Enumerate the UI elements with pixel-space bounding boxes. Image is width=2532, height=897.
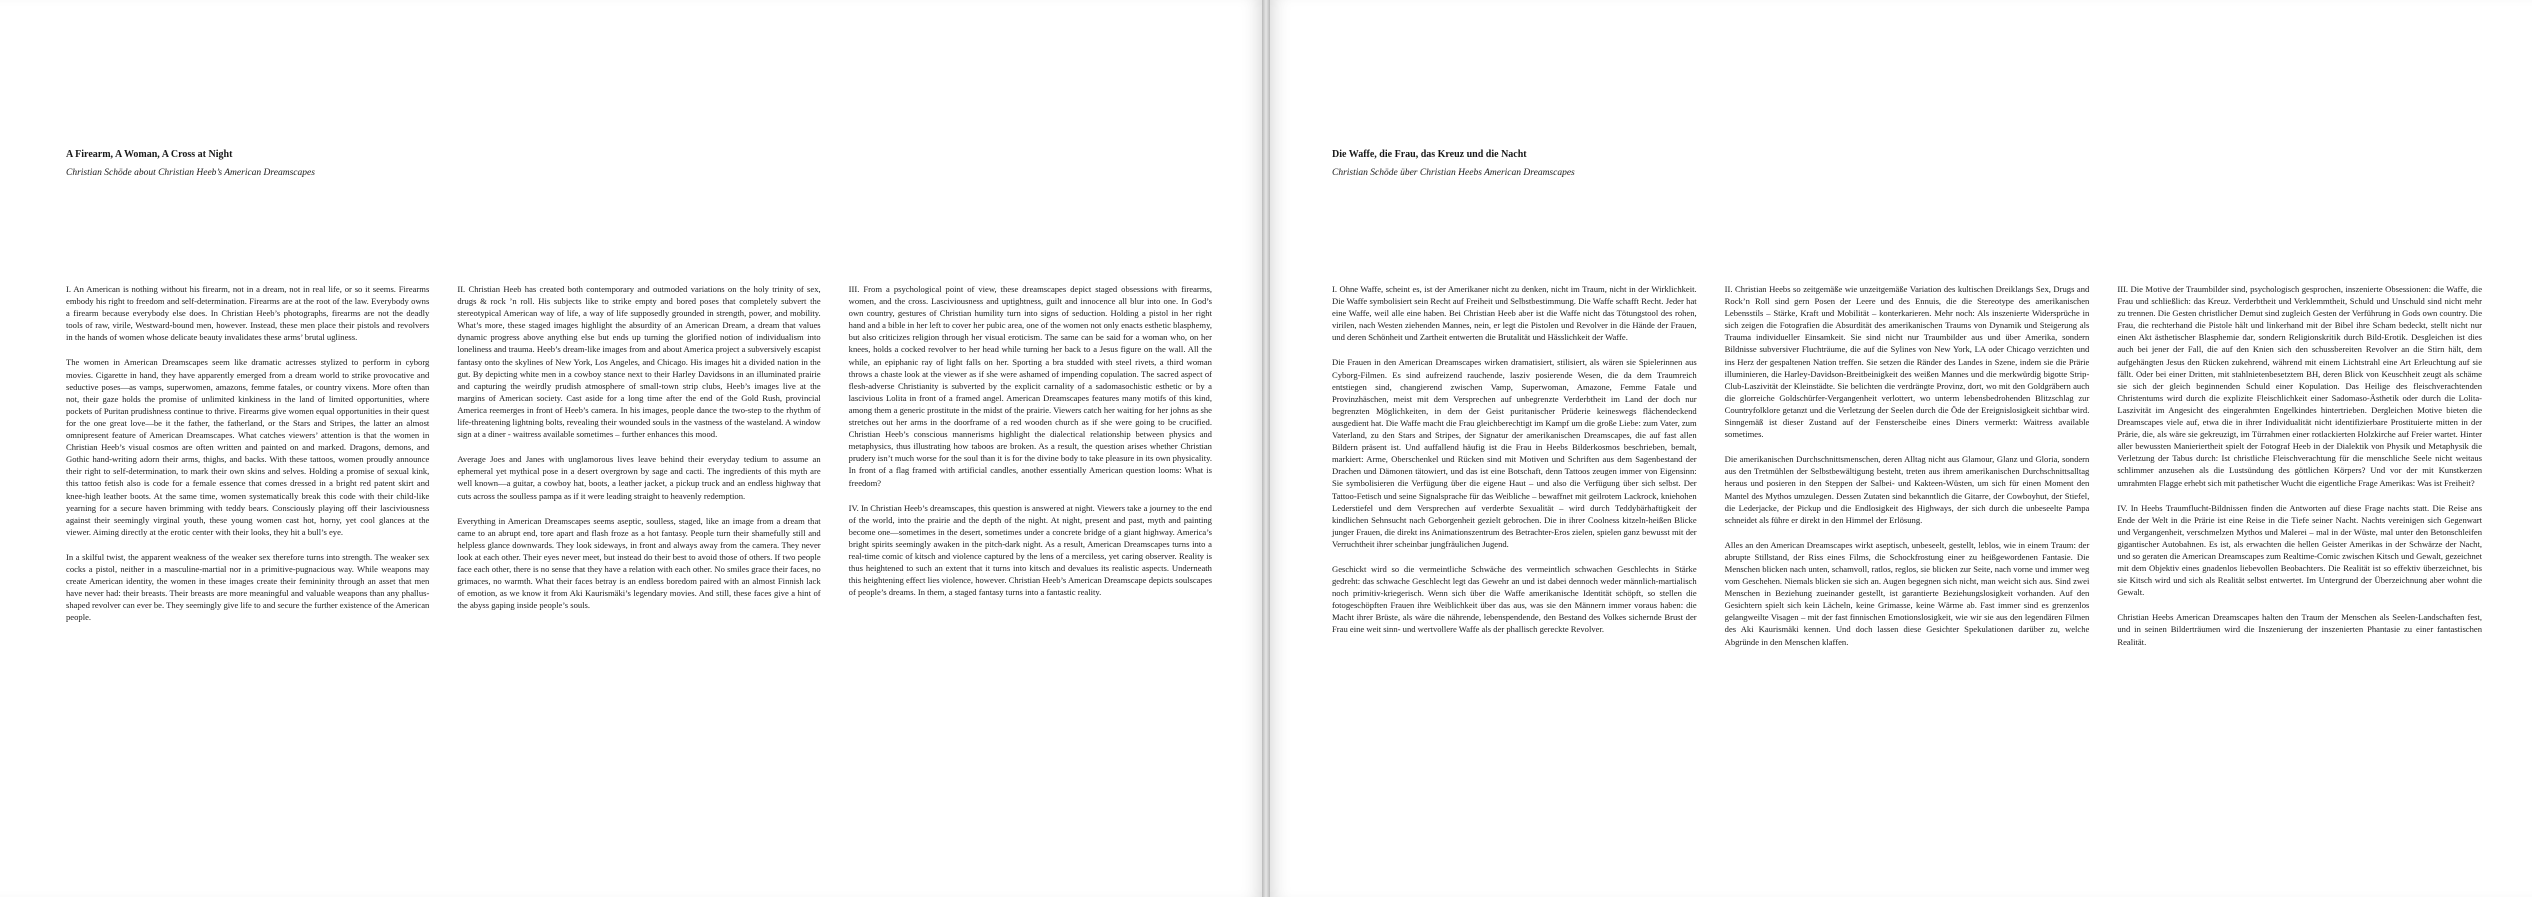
text-column-1 bbox=[1332, 283, 1697, 661]
paragraph: Christian Heebs American Dreamscapes halten den Traum der Menschen als Seelen-Landschaften fest, und in seinen Bilderträumen wird die Inszenierung der inszenierten Phantasie zu einer fantastischen Realität. bbox=[2117, 612, 2483, 647]
text-column-2 bbox=[457, 283, 820, 636]
text-column-3 bbox=[2117, 283, 2482, 661]
paragraph: III. From a psychological point of view, these dreamscapes depict staged obsessions with firearms, women, and the cross. Lasciviousness and uptightness, guilt and innocence all blur into one. In God’s own country, gestures of Christian humility turn into signs of seduction. Holding a pistol in her right hand and a bible in her left to cover her pubic area, one of the women not only enacts esthetic blasphemy, but also criticizes religion through her visual eroticism. The same can be said for a woman who, on her knees, holds a cocked revolver to her head while turning her back to a Jesus figure on the wall. All the while, an epiphanic ray of light falls on her. Sporting a bra studded with steel rivets, a third woman throws a chaste look at the viewer as if she were ashamed of impending copulation. The sacred aspect of flesh-adverse Christianity is subverted by the explicit carnality of a sadomasochistic esthetic or by a lascivious Lolita in front of a framed angel. American Dreamscapes features many motifs of this kind, among them a generic prostitute in the midst of the prairie. Viewers catch her waiting for her johns as she stretches out her arms in the doorframe of a red wooden church as if she were going to be crucified. Christian Heeb’s conscious mannerisms highlight the dialectical relationship between physics and metaphysics, thus illustrating how taboos are broken. As a result, the question arises whether Christian prudery isn’t much worse for the soul than it is for the divine body to take pleasure in its own physicality. In front of a flag framed with artificial candles, another essentially American question looms: What is freedom? bbox=[848, 284, 1212, 488]
page-subtitle: Christian Schöde über Christian Heebs American Dreamscapes bbox=[1332, 168, 1575, 178]
paragraph: Die Frauen in den American Dreamscapes wirken dramatisiert, stilisiert, als wären sie Spielerinnen aus Cyborg-Filmen. Es sind aufreizend rauchende, lasziv posierende Wesen, die da dem Traumreich entstiegen sind, changierend zwischen Vamp, Superwoman, Amazone, Femme Fatale und Provinzhäschen, meist mit dem Versprechen auf unbegrenzte Verderbtheit im Land der doch nur begrenzten Möglichkeiten, in dem der Geist puritanischer Prüderie keineswegs flächendeckend ausgedient hat. Die Waffe macht die Frau gleichberechtigt im Kampf um die große Liebe: zum Vater, zum Vaterland, zu den Stars and Stripes, der Signatur der amerikanischen Dreamscapes, die auf fast allen Bildern präsent ist. Und auffallend häufig ist die Frau in Heebs Bilderkosmos beschrieben, bemalt, markiert: Arme, Oberschenkel und Rücken sind mit Motiven und Schriften aus dem Sagenbestand der Drachen und Dämonen tätowiert, und das ist eine Botschaft, denn Tattoos zeugen immer von Eigensinn: Sie symbolisieren die Verfügung über die eigene Haut – und also die Verfügung über sich selbst. Der Tattoo-Fetisch und seine Signalsprache für das Weibliche – bewaffnet mit geilrotem Lackrock, kniehohen Lederstiefel und dem Versprechen auf verderbte Sexualität – wird durch Teddybärhaftigkeit der kindlichen Sehnsucht nach Geborgenheit gezielt gebrochen. Die in ihrer Coolness kitzeln-heißen Blicke junger Frauen, die direkt ins Animationszentrum des Betrachter-Eros zielen, spielen ganz bewusst mit der Verruchtheit ihrer scheinbar jungfräulichen Jugend. bbox=[1332, 357, 1697, 549]
page-title: A Firearm, A Woman, A Cross at Night bbox=[66, 149, 233, 160]
text-column-2 bbox=[1725, 283, 2090, 661]
paragraph: II. Christian Heeb has created both contemporary and outmoded variations on the holy trinity of sex, drugs & rock ’n roll. His subjects like to strike empty and bored poses that completely subvert the stereotypical American way of life, a way of life supposedly grounded in strength, power, and mobility. What’s more, these staged images highlight the absurdity of an American Dream, a dream that values dynamic progress above anything else but ends up turning the glorified notion of individualism into loneliness and trauma. Heeb’s dream-like images from and about America project a subversively escapist fantasy onto the skylines of New York, Los Angeles, and Chicago. His images hit a divided nation in the gut. By depicting white men in a cowboy stance next to their Harley Davidsons in an illuminated prairie and capturing the weirdly prudish atmosphere of small-town strip clubs, Heeb’s images live at the margins of American society. Cast aside for a long time after the end of the Gold Rush, provincial America reemerges in front of Heeb’s camera. In his images, people dance the two-step to the rhythm of life-threatening lightning bolts, revealing their wounded souls in the vastness of the wasteland. A window sign at a diner - waitress available sometimes – further enhances this mood. bbox=[457, 284, 821, 440]
text-columns bbox=[1332, 283, 2482, 661]
page-subtitle: Christian Schöde about Christian Heeb’s American Dreamscapes bbox=[66, 168, 315, 178]
right-page-german bbox=[1270, 0, 2532, 897]
paragraph: Average Joes and Janes with unglamorous lives leave behind their everyday tedium to assume an ephemeral yet mythical pose in a desert overgrown by sage and cacti. The ingredients of this myth are well known—a guitar, a cowboy hat, boots, a leather jacket, a pickup truck and an endless highway that cuts across the soulless pampa as if it were leading straight to heavenly redemption. bbox=[457, 454, 821, 501]
left-page-english bbox=[0, 0, 1262, 897]
left-page-header bbox=[66, 148, 315, 180]
paragraph: IV. In Heebs Traumflucht-Bildnissen finden die Antworten auf diese Frage nachts statt. Die Reise ans Ende der Welt in die Prärie ist eine Reise in die Tiefe seiner Nacht. Nachts vereinigen sich Gegenwart und Vergangenheit, verschmelzen Mythos und Malerei – mal in der Wüste, mal unter den Betonschleifen gigantischer Autobahnen. Es ist, als erwachten die hellen Geister Amerikas in der Schwärze der Nacht, und so geraten die American Dreamscapes zum Realtime-Comic zwischen Kitsch und Gewalt, gezeichnet mit dem Objektiv eines gnadenlos liebevollen Beobachters. Die Realität ist so effektiv überzeichnet, bis sie Kitsch wird und sich als Realität selbst entwertet. Im Untergrund der Überzeichnung aber wohnt die Gewalt. bbox=[2117, 502, 2483, 598]
page-title: Die Waffe, die Frau, das Kreuz und die Nacht bbox=[1332, 149, 1527, 160]
paragraph: II. Christian Heebs so zeitgemäße wie unzeitgemäße Variation des kultischen Dreiklangs Sex, Drugs and Rock’n Roll sind gern Posen der Leere und des Ennuis, die die Stereotype des amerikanischen Lebensstils – Stärke, Kraft und Mobilität – konterkarieren. Mehr noch: Als inszenierte Widersprüche in sich zeigen die Fotografien die Absurdität des amerikanischen Traums von Dynamik und Steigerung als Trauma individueller Einsamkeit. Sie sind nicht nur Traumbilder aus und über Amerika, sondern Bildnisse subversiver Fluchträume, die auf die Sylines von New York, LA oder Chicago verzichten und ins Herz der gespaltenen Nation treffen. Sie setzen die Ränder des Landes in Szene, indem sie die Prärie illuminieren, die Harley-Davidson-Breitbeinigkeit des weißen Mannes und die merkwürdig bigotte Strip-Club-Laszivität der Kleinstädte. Sie belichten die verdrängte Provinz, dort, wo mit den Goldgräbern auch die glorreiche Goldschürfer-Vergangenheit verlottert, wo unterm lebensbedrohenden Blitzschlag zur Countryfolklore getanzt und die Verletzung der Seelen durch die Öde der Ereignislosigkeit sichtbar wird. Sinngemäß ist dieser Zustand auf der Fensterscheibe eines Diners vermerkt: Waitress available sometimes. bbox=[1724, 284, 2090, 440]
paragraph: IV. In Christian Heeb’s dreamscapes, this question is answered at night. Viewers take a journey to the end of the world, into the prairie and the depth of the night. At night, present and past, myth and painting become one—sometimes in the desert, sometimes under a concrete bridge of a giant highway. America’s bright spirits seemingly awaken in the pitch-dark night. As a result, American Dreamscapes turns into a real-time comic of kitsch and violence captured by the lens of a merciless, yet caring observer. Reality is thus heightened to such an extent that it turns into kitsch and devalues its realistic aspects. Underneath this heightening effect lies violence, however. Christian Heeb’s American Dreamscape depicts soulscapes of people’s dreams. In them, a staged fantasy turns into a fantastic reality. bbox=[848, 502, 1212, 598]
text-column-1 bbox=[66, 283, 429, 636]
paragraph: Everything in American Dreamscapes seems aseptic, soulless, staged, like an image from a dream that came to an abrupt end, tore apart and flash froze as a hot fantasy. People turn their shamefully still and helpless glance downwards. They look sideways, in front and always away from the camera. They never look at each other. Their eyes never meet, but instead do their best to avoid those of others. If two people face each other, there is no sense that they have a relation with each other. No smiles grace their faces, no grimaces, no warmth. What their faces betray is an endless boredom paired with an almost Finnish lack of emotion, as we know it from Aki Kaurismäki’s legendary movies. And still, these faces give a hint of the abyss gaping inside people’s souls. bbox=[457, 515, 821, 611]
right-page-header bbox=[1332, 148, 1575, 180]
paragraph: In a skilful twist, the apparent weakness of the weaker sex therefore turns into strength. The weaker sex cocks a pistol, neither in a masculine-martial nor in a primitive-pugnacious way. While weapons may create American identity, the women in these images create their femininity through an asset that men have never had: their breasts. Their breasts are more meaningful and valuable weapons than any phallus-shaped revolver can ever be. They seemingly give life to and secure the further existence of the American people. bbox=[66, 551, 430, 623]
paragraph: I. An American is nothing without his firearm, not in a dream, not in real life, or so it seems. Firearms embody his right to freedom and self-determination. Firearms are at the root of the law. Everybody owns a firearm because everybody else does. In Christian Heeb’s photographs, firearms are not the deadly tools of raw, virile, Westward-bound men, however. Instead, these men place their pistols and revolvers in the hands of women whose delicate beauty invalidates these arms’ brutal ugliness. bbox=[66, 284, 430, 343]
paragraph: III. Die Motive der Traumbilder sind, psychologisch gesprochen, inszenierte Obsessionen: die Waffe, die Frau und schließlich: das Kreuz. Verderbtheit und Verklemmtheit, Schuld und Unschuld sind nicht mehr zu trennen. Die Gesten christlicher Demut sind zugleich Gesten der Verführung in Gods own country. Die Frau, die rechterhand die Pistole hält und linkerhand mit der Bibel ihre Scham bedeckt, stellt nicht nur einen Akt ästhetischer Blasphemie dar, sondern Religionskritik durch Bild-Erotik. Desgleichen ist dies auch bei jener der Fall, die auf den Knien sich den schussbereiten Revolver an die Stirn hält, dem aufgehängten Jesus den Rücken zukehrend, während mit einem Lichtstrahl eine Art Erleuchtung auf sie fällt. Oder bei einer Dritten, mit stahlnietenbesetztem BH, deren Blick von Keuschheit zeugt als schäme sie sich der gleich beginnenden Schuld einer Kopulation. Das Heilige des fleischverachtenden Christentums wird durch die explizite Fleischlichkeit einer Sadomaso-Ästhetik oder durch die Lolita-Laszivität im Angesicht des eingerahmten Engelkindes hintertrieben. Dergleichen Motive bieten die Dreamscapes viele auf, etwa die in ihrer Individualität nicht identifizierbare Prostituierte mitten in der Prärie, die, als wäre sie gekreuzigt, im Türrahmen einer rotlackierten Holzkirche auf Freier wartet. Hinter aller bewussten Manieriertheit spielt der Fotograf Heeb in der Dialektik von Physik und Metaphysik die Verletzung der Tabus durch: Ist christliche Fleischverachtung für die menschliche Seele nicht weitaus schlimmer anzusehen als die Lustsündung des göttlichen Körpers? Und vor der mit Kunstkerzen umrahmten Flagge erhebt sich mit pathetischer Wucht die eigentliche Frage Amerikas: Was ist Freiheit? bbox=[2117, 284, 2483, 488]
paragraph: Die amerikanischen Durchschnittsmenschen, deren Alltag nicht aus Glamour, Glanz und Gloria, sondern aus den Tretmühlen der Selbstbewältigung besteht, treten aus ihrem amerikanischen Durchschnittsalltag heraus und posieren in den Steppen der Salbei- und Kakteen-Wüsten, um sich für einen Moment den Mantel des Mythos umzulegen. Dessen Zutaten sind bekanntlich die Gitarre, der Cowboyhut, der Stiefel, die Lederjacke, der Pickup und die Endlosigkeit des Highways, der sich durch die unbeseelte Pampa schneidet als führe er direkt in den Himmel der Erlösung. bbox=[1724, 454, 2090, 525]
paragraph: I. Ohne Waffe, scheint es, ist der Amerikaner nicht zu denken, nicht im Traum, nicht in der Wirklichkeit. Die Waffe symbolisiert sein Recht auf Freiheit und Selbstbestimmung. Die Waffe schafft Recht. Jeder hat eine Waffe, weil alle eine haben. Bei Christian Heeb aber ist die Waffe nicht das Tötungstool des rohen, virilen, nach Westen ziehenden Mannes, nein, er legt die Pistolen und Revolver in die Hände der Frauen, und deren Schönheit und Zartheit entwerten die Brutalität und Hässlichkeit der Waffe. bbox=[1332, 284, 1697, 343]
text-columns bbox=[66, 283, 1212, 636]
paragraph: Alles an den American Dreamscapes wirkt aseptisch, unbeseelt, gestellt, leblos, wie in einem Traum: der abrupte Stillstand, der Riss eines Films, die Schockfrostung einer zu heißgewordenen Fantasie. Die Menschen blicken nach unten, schamvoll, ratlos, reglos, sie blicken zur Seite, nach vorne und immer weg vom Geschehen. Niemals blicken sie sich an. Augen begegnen sich nicht, man weicht sich aus. Sind zwei Menschen in Beziehung zueinander gestellt, ist garantierte Beziehungslosigkeit vorhanden. Auf den Gesichtern spielt sich kein Lächeln, keine Grimasse, keine Wärme ab. Fast immer sind es grenzenlos gelangweilte Visagen – mit der fast finnischen Emotionslosigkeit, wie wir sie aus den legendären Filmen des Aki Kaurismäki kennen. Und doch lassen diese Gesichter Spekulationen darüber zu, welche Abgründe in den Menschen klaffen. bbox=[1724, 539, 2090, 647]
book-gutter bbox=[1262, 0, 1270, 897]
paragraph: Geschickt wird so die vermeintliche Schwäche des vermeintlich schwachen Geschlechts in Stärke gedreht: das schwache Geschlecht legt das Gewehr an und ist dabei dennoch weder männlich-martialisch noch primitiv-kriegerisch. Wenn sich über die Waffe amerikanische Identität schöpft, so stellen die fotogeschöpften Frauen ihre Weiblichkeit über das aus, was sie den Männern immer voraus haben: die Macht ihrer Brüste, als wäre die nährende, lebenspendende, den Bestand des Volkes sichernde Brust der Frau eine weit sinn- und wertvollere Waffe als der phallisch gereckte Revolver. bbox=[1332, 563, 1697, 635]
paragraph: The women in American Dreamscapes seem like dramatic actresses stylized to perform in cyborg movies. Cigarette in hand, they have apparently emerged from a dream world to strike provocative and seductive poses—as vamps, superwomen, amazons, femme fatales, or country vixens. More often than not, their gaze holds the promise of unlimited kinkiness in the land of limited opportunities, where pockets of Puritan prudishness continue to thrive. Firearms give women equal opportunities in their quest for the one great love—be it the father, the fatherland, or the Stars and Stripes, the latter an almost omnipresent feature of American Dreamscapes. What catches viewers’ attention is that the women in Christian Heeb’s visual cosmos are often written and painted on and marked. Dragons, demons, and Gothic hand-writing adorn their arms, thighs, and backs. With these tattoos, women proudly announce their right to self-determination, to mark their own skins and selves. Holding a promise of sexual kink, this tattoo fetish also is code for a female essence that comes dressed in a bright red patent skirt and knee-high leather boots. At the same time, women systematically break this code with their child-like yearning for a secure haven brimming with teddy bears. Consciously playing off their lasciviousness against their seemingly virginal youth, these young women cast hot, horny, yet cool glances at the viewer. Aiming directly at the erotic center with their looks, they hit a bull’s eye. bbox=[66, 357, 430, 537]
text-column-3 bbox=[849, 283, 1212, 636]
